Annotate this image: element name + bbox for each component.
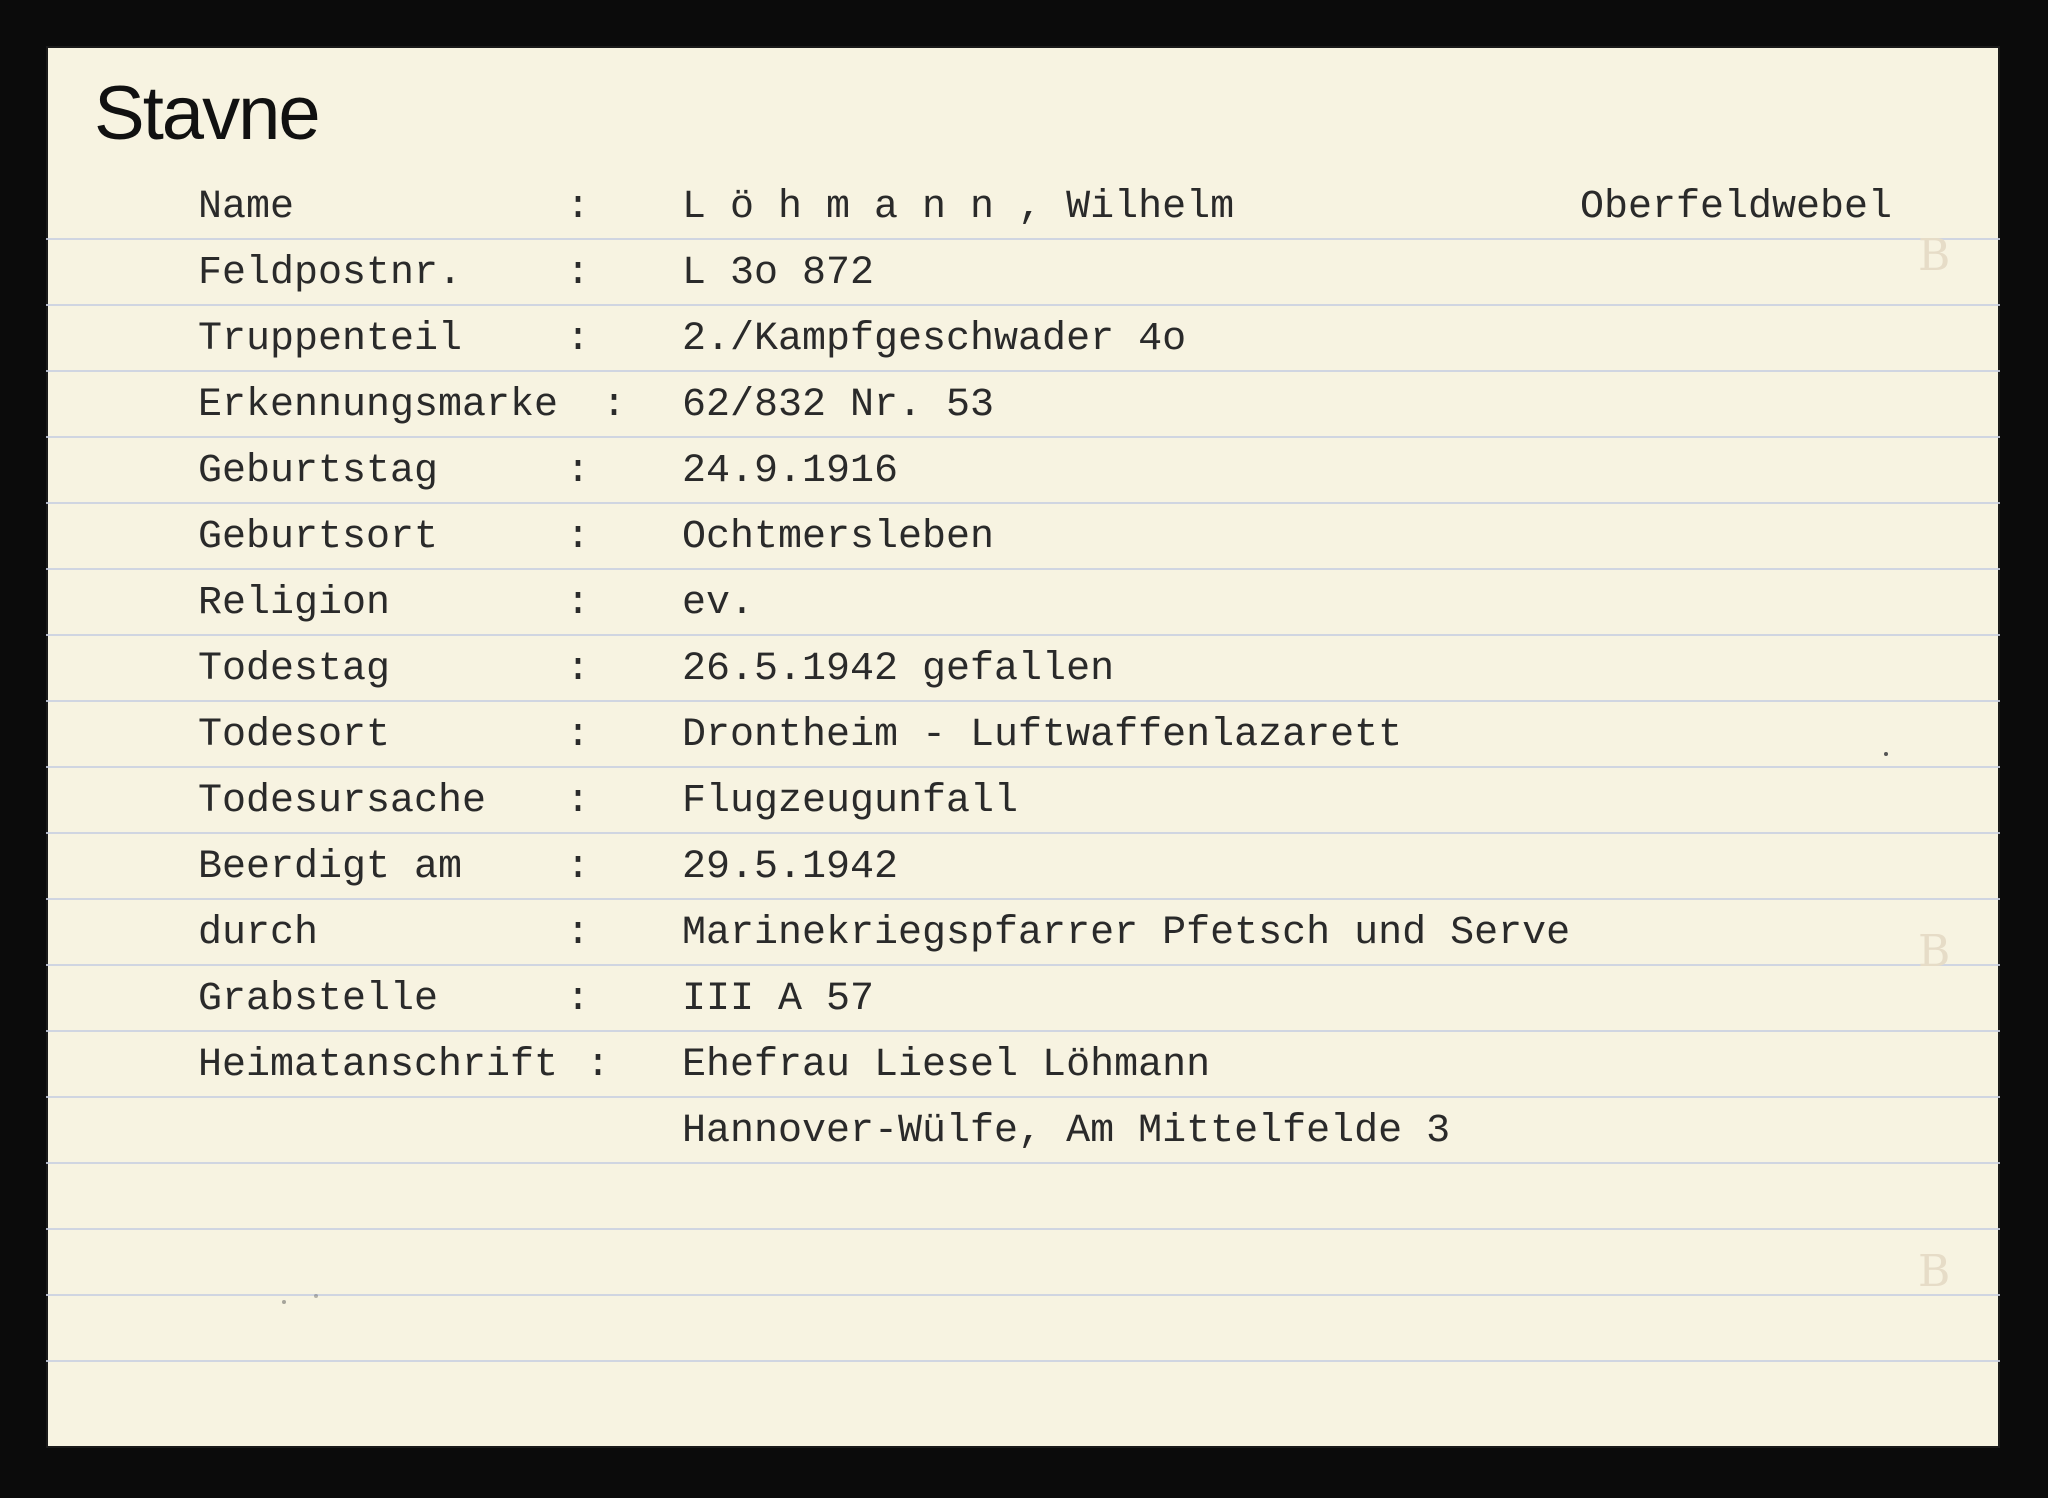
ruled-line <box>46 436 2000 438</box>
field-value: 62/832 Nr. 53 <box>682 383 995 428</box>
field-colon: : <box>602 383 627 428</box>
ruled-line <box>46 1294 2000 1296</box>
field-colon: : <box>566 449 591 494</box>
field-value: Flugzeugunfall <box>682 779 1019 824</box>
ruled-line <box>46 700 2000 702</box>
field-value: Ehefrau Liesel Löhmann <box>682 1043 1211 1088</box>
ruled-line <box>46 568 2000 570</box>
field-colon: : <box>566 515 591 560</box>
ruled-line <box>46 370 2000 372</box>
field-label: Heimatanschrift <box>198 1043 559 1088</box>
field-value: Drontheim - Luftwaffenlazarett <box>682 713 1403 758</box>
field-label: Todesursache <box>198 779 487 824</box>
ruled-line <box>46 898 2000 900</box>
ruled-line <box>46 634 2000 636</box>
field-value: ev. <box>682 581 755 626</box>
field-value: III A 57 <box>682 977 875 1022</box>
speck <box>1884 752 1888 756</box>
field-value: 29.5.1942 <box>682 845 899 890</box>
field-colon: : <box>566 911 591 956</box>
speck <box>314 1294 318 1298</box>
field-value: Ochtmersleben <box>682 515 995 560</box>
field-label: Feldpostnr. <box>198 251 463 296</box>
ruled-line <box>46 1162 2000 1164</box>
field-value: L ö h m a n n , Wilhelm <box>682 185 1235 230</box>
field-colon: : <box>566 317 591 362</box>
field-label: Todesort <box>198 713 391 758</box>
ruled-line <box>46 304 2000 306</box>
field-label: Truppenteil <box>198 317 463 362</box>
ruled-line <box>46 766 2000 768</box>
ruled-line <box>46 1360 2000 1362</box>
field-label: Grabstelle <box>198 977 439 1022</box>
field-value: 24.9.1916 <box>682 449 899 494</box>
field-colon: : <box>566 581 591 626</box>
speck <box>282 1300 286 1304</box>
ruled-line <box>46 502 2000 504</box>
ruled-line <box>46 1228 2000 1230</box>
field-colon: : <box>566 647 591 692</box>
field-value: Marinekriegspfarrer Pfetsch und Serve <box>682 911 1571 956</box>
field-label: Name <box>198 185 295 230</box>
field-label: Todestag <box>198 647 391 692</box>
ruled-line <box>46 1096 2000 1098</box>
field-colon: : <box>566 185 591 230</box>
ruled-line <box>46 964 2000 966</box>
field-label: Religion <box>198 581 391 626</box>
ruled-line <box>46 1030 2000 1032</box>
field-value: L 3o 872 <box>682 251 875 296</box>
record-card <box>46 46 2000 1448</box>
field-colon: : <box>566 251 591 296</box>
field-label: Beerdigt am <box>198 845 463 890</box>
ruled-line <box>46 832 2000 834</box>
field-colon: : <box>566 977 591 1022</box>
margin-mark: B <box>1918 926 1951 977</box>
margin-mark: B <box>1918 230 1951 281</box>
rank-label: Oberfeldwebel <box>1580 185 1893 230</box>
field-label: Geburtsort <box>198 515 439 560</box>
field-colon: : <box>566 779 591 824</box>
field-colon: : <box>566 845 591 890</box>
location-stamp: Stavne <box>94 71 319 156</box>
ruled-line <box>46 238 2000 240</box>
field-value: 26.5.1942 gefallen <box>682 647 1115 692</box>
field-label: durch <box>198 911 319 956</box>
field-colon: : <box>566 713 591 758</box>
field-value: Hannover-Wülfe, Am Mittelfelde 3 <box>682 1109 1451 1154</box>
margin-mark: B <box>1918 1246 1951 1297</box>
field-label: Erkennungsmarke <box>198 383 559 428</box>
field-label: Geburtstag <box>198 449 439 494</box>
field-colon: : <box>586 1043 611 1088</box>
field-value: 2./Kampfgeschwader 4o <box>682 317 1187 362</box>
